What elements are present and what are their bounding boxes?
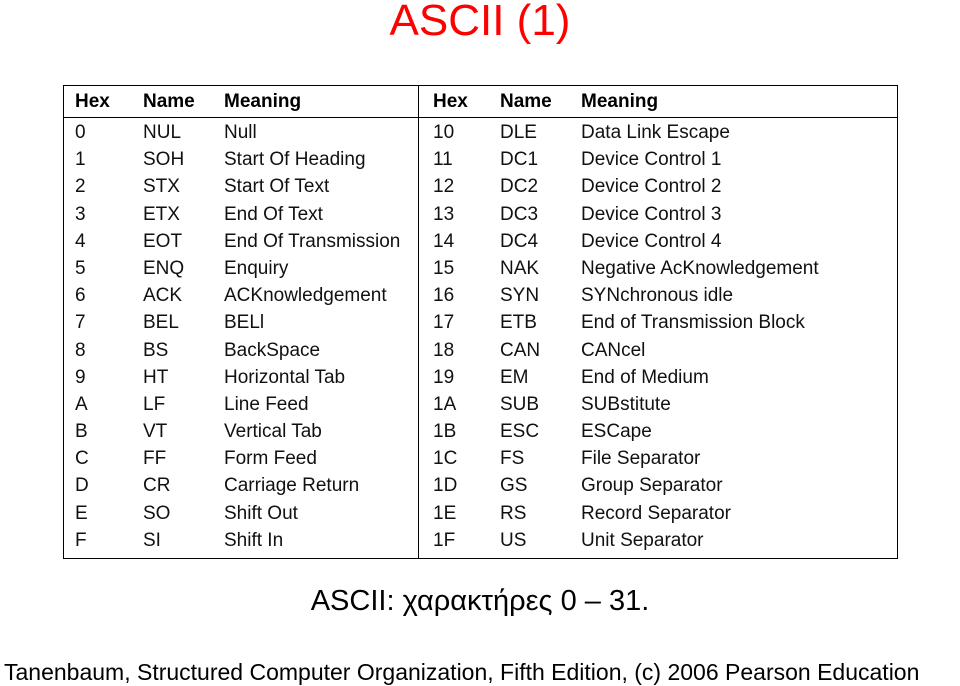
name-cell: VT: [143, 421, 168, 443]
name-cell: EM: [500, 366, 529, 388]
header-meaning: Meaning: [224, 91, 302, 112]
table-row: [64, 172, 418, 199]
meaning-cell: Start Of Heading: [224, 149, 366, 171]
table-rows-left: [64, 118, 418, 553]
table-row: [64, 471, 418, 498]
meaning-cell: Record Separator: [581, 502, 731, 524]
meaning-cell: Shift In: [224, 529, 284, 551]
meaning-cell: End Of Text: [224, 203, 323, 225]
table-row: [64, 390, 418, 417]
hex-cell: 1F: [433, 529, 456, 551]
table-row: [418, 417, 897, 444]
meaning-cell: Negative AcKnowledgement: [581, 257, 819, 279]
hex-cell: 3: [75, 203, 86, 225]
table-row: [64, 145, 418, 172]
hex-cell: 14: [433, 230, 455, 252]
meaning-cell: Unit Separator: [581, 529, 704, 551]
name-cell: DC2: [500, 176, 539, 198]
table-row: [418, 254, 897, 281]
hex-cell: 17: [433, 312, 455, 334]
table-header-left: [64, 86, 418, 118]
table-row: [64, 227, 418, 254]
name-cell: DC4: [500, 230, 539, 252]
hex-cell: 1D: [433, 475, 458, 497]
table-row: [64, 363, 418, 390]
table-row: [418, 390, 897, 417]
table-row: [418, 172, 897, 199]
caption: ASCII: χαρακτήρες 0 – 31.: [310, 585, 650, 617]
name-cell: ETB: [500, 312, 537, 334]
hex-cell: 1E: [433, 502, 457, 524]
hex-cell: E: [75, 502, 88, 524]
table-row: [418, 227, 897, 254]
meaning-cell: Device Control 1: [581, 149, 722, 171]
name-cell: SYN: [500, 285, 540, 307]
name-cell: LF: [143, 393, 166, 415]
hex-cell: 15: [433, 257, 455, 279]
name-cell: SI: [143, 529, 161, 551]
meaning-cell: Enquiry: [224, 257, 289, 279]
name-cell: SOH: [143, 149, 185, 171]
hex-cell: C: [75, 448, 89, 470]
hex-cell: 9: [75, 366, 86, 388]
hex-cell: D: [75, 475, 89, 497]
meaning-cell: File Separator: [581, 448, 701, 470]
hex-cell: 11: [433, 149, 453, 171]
table-row: [418, 526, 897, 553]
name-cell: STX: [143, 176, 180, 198]
hex-cell: 6: [75, 285, 86, 307]
meaning-cell: SUBstitute: [581, 393, 671, 415]
header-hex: Hex: [433, 91, 468, 112]
meaning-cell: CANcel: [581, 339, 646, 361]
name-cell: CR: [143, 475, 171, 497]
table-row: [418, 281, 897, 308]
meaning-cell: ESCape: [581, 421, 652, 443]
meaning-cell: Form Feed: [224, 448, 317, 470]
table-header-right: [418, 86, 897, 118]
hex-cell: 12: [433, 176, 455, 198]
meaning-cell: Device Control 4: [581, 230, 722, 252]
table-row: [418, 308, 897, 335]
table-row: [64, 200, 418, 227]
table-row: [418, 363, 897, 390]
hex-cell: 10: [433, 122, 455, 143]
table-row: [64, 499, 418, 526]
meaning-cell: BackSpace: [224, 339, 321, 361]
hex-cell: F: [75, 529, 87, 551]
hex-cell: 5: [75, 257, 86, 279]
table-row: [64, 336, 418, 363]
table-rows-right: [418, 118, 897, 553]
table-row: [64, 417, 418, 444]
name-cell: SO: [143, 502, 171, 524]
table-row: [418, 444, 897, 471]
table-row: [418, 145, 897, 172]
meaning-cell: Data Link Escape: [581, 122, 730, 143]
ascii-table: [63, 85, 898, 559]
name-cell: ETX: [143, 203, 180, 225]
meaning-cell: Null: [224, 122, 257, 143]
name-cell: ACK: [143, 285, 183, 307]
name-cell: US: [500, 529, 527, 551]
meaning-cell: Start Of Text: [224, 176, 330, 198]
meaning-cell: Horizontal Tab: [224, 366, 346, 388]
meaning-cell: Device Control 3: [581, 203, 722, 225]
hex-cell: 1: [75, 149, 86, 171]
meaning-cell: End Of Transmission: [224, 230, 401, 252]
meaning-cell: End of Transmission Block: [581, 312, 805, 334]
meaning-cell: ACKnowledgement: [224, 285, 387, 307]
header-name: Name: [143, 91, 195, 112]
hex-cell: 8: [75, 339, 86, 361]
meaning-cell: End of Medium: [581, 366, 709, 388]
name-cell: BEL: [143, 312, 179, 334]
header-name: Name: [500, 91, 552, 112]
hex-cell: 0: [75, 122, 86, 143]
hex-cell: 13: [433, 203, 455, 225]
name-cell: EOT: [143, 230, 183, 252]
name-cell: RS: [500, 502, 527, 524]
table-row: [64, 254, 418, 281]
hex-cell: 7: [75, 312, 86, 334]
name-cell: DC1: [500, 149, 539, 171]
name-cell: FF: [143, 448, 167, 470]
meaning-cell: Group Separator: [581, 475, 723, 497]
table-row: [64, 526, 418, 553]
table-row: [64, 444, 418, 471]
meaning-cell: Line Feed: [224, 393, 309, 415]
hex-cell: 2: [75, 176, 86, 198]
name-cell: NAK: [500, 257, 540, 279]
meaning-cell: Vertical Tab: [224, 421, 322, 443]
name-cell: DC3: [500, 203, 539, 225]
name-cell: ENQ: [143, 257, 185, 279]
hex-cell: 1B: [433, 421, 457, 443]
table-row: [418, 471, 897, 498]
table-right-half: [418, 86, 897, 558]
table-row: [418, 118, 897, 145]
meaning-cell: Device Control 2: [581, 176, 722, 198]
header-meaning: Meaning: [581, 91, 659, 112]
name-cell: CAN: [500, 339, 541, 361]
meaning-cell: Carriage Return: [224, 475, 360, 497]
hex-cell: 1C: [433, 448, 458, 470]
meaning-cell: BELl: [224, 312, 265, 334]
footer-citation: Tanenbaum, Structured Computer Organization, Fifth Edition, (c) 2006 Pearson Education: [4, 659, 920, 685]
name-cell: BS: [143, 339, 169, 361]
table-row: [418, 200, 897, 227]
name-cell: ESC: [500, 421, 540, 443]
table-row: [418, 336, 897, 363]
meaning-cell: Shift Out: [224, 502, 298, 524]
hex-cell: 19: [433, 366, 455, 388]
name-cell: DLE: [500, 122, 537, 143]
name-cell: GS: [500, 475, 528, 497]
hex-cell: 4: [75, 230, 86, 252]
slide-title: ASCII (1): [389, 0, 571, 45]
table-row: [418, 499, 897, 526]
meaning-cell: SYNchronous idle: [581, 285, 734, 307]
hex-cell: B: [75, 421, 88, 443]
hex-cell: A: [75, 393, 88, 415]
table-row: [64, 281, 418, 308]
name-cell: SUB: [500, 393, 540, 415]
table-row: [64, 308, 418, 335]
hex-cell: 16: [433, 285, 455, 307]
name-cell: HT: [143, 366, 169, 388]
hex-cell: 1A: [433, 393, 457, 415]
table-left-half: [64, 86, 419, 558]
name-cell: NUL: [143, 122, 182, 143]
table-row: [64, 118, 418, 145]
hex-cell: 18: [433, 339, 455, 361]
header-hex: Hex: [75, 91, 110, 112]
name-cell: FS: [500, 448, 525, 470]
